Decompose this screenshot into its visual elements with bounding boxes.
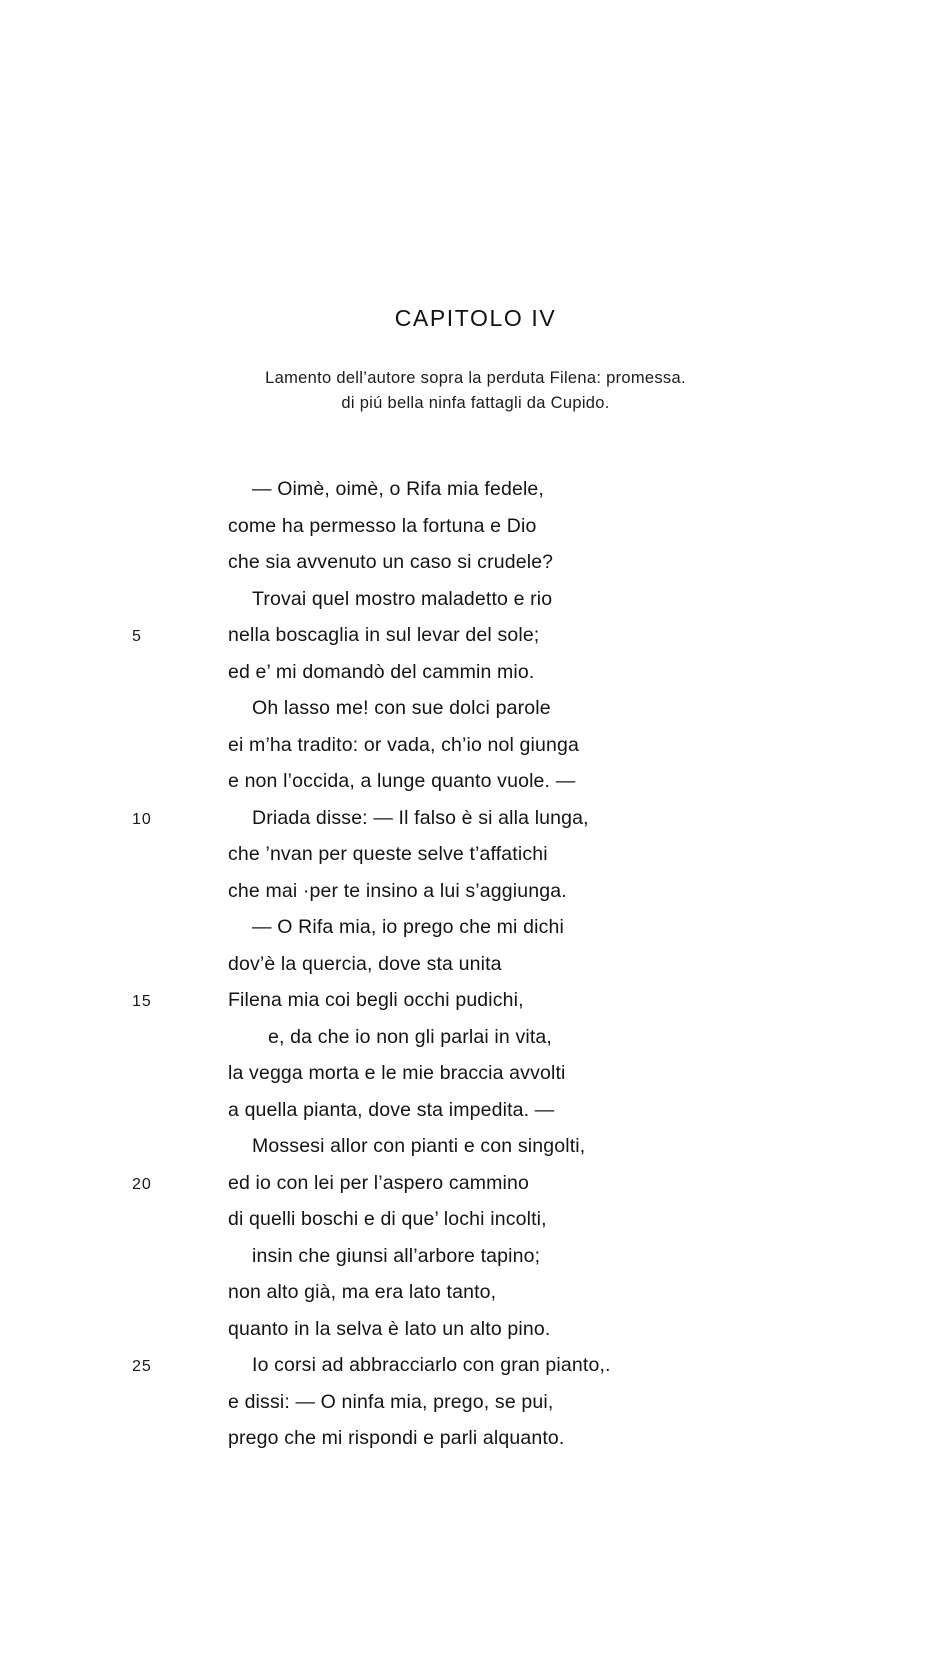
- verse-text: ei m’ha tradito: or vada, ch’io nol giunga: [228, 733, 580, 756]
- verse-text: Io corsi ad abbracciarlo con gran pianto,.: [252, 1354, 611, 1376]
- verse-row: [0, 1354, 951, 1391]
- verse-row: [0, 989, 951, 1026]
- verse-row: [0, 880, 951, 917]
- verse-text: — Oimè, oimè, o Rifa mia fedele,: [252, 478, 544, 500]
- argument-line-2: di piú bella ninfa fattagli da Cupido.: [341, 394, 610, 412]
- verse-row: [0, 1318, 951, 1355]
- verse-text: a quella pianta, dove sta impedita. —: [228, 1098, 555, 1121]
- verse-row: [0, 734, 951, 771]
- verse-row: [0, 661, 951, 698]
- verse-row: [0, 843, 951, 880]
- verse-row: [0, 624, 951, 661]
- verse-row: [0, 1062, 951, 1099]
- verse-text: Oh lasso me! con sue dolci parole: [252, 697, 551, 719]
- verse-line-number: 15: [132, 993, 152, 1010]
- argument-line-1: Lamento dell’autore sopra la perduta Filena: promessa.: [265, 369, 686, 387]
- verse-row: [0, 1135, 951, 1172]
- verse-row: [0, 588, 951, 625]
- verse-row: [0, 697, 951, 734]
- verse-text: non alto già, ma era lato tanto,: [228, 1281, 497, 1303]
- verse-row: [0, 953, 951, 990]
- verse-text: prego che mi rispondi e parli alquanto.: [228, 1427, 565, 1449]
- verse-line-number: 25: [132, 1358, 152, 1375]
- verse-text: quanto in la selva è lato un alto pino.: [228, 1317, 551, 1340]
- verse-row: [0, 478, 951, 515]
- verse-row: [0, 1391, 951, 1428]
- verse-text: insin che giunsi all’arbore tapino;: [252, 1244, 541, 1267]
- chapter-argument: [0, 366, 951, 416]
- verse-line-number: 10: [132, 810, 152, 828]
- verse-row: [0, 1099, 951, 1136]
- verse-row: [0, 1427, 951, 1464]
- verse-row: [0, 515, 951, 552]
- verse-text: ed io con lei per l’aspero cammino: [228, 1171, 529, 1194]
- verse-row: [0, 1245, 951, 1282]
- verse-text: e, da che io non gli parlai in vita,: [268, 1025, 552, 1048]
- verse-line-number: 5: [132, 628, 142, 645]
- verse-text: e non l’occida, a lunge quanto vuole. —: [228, 770, 576, 792]
- verse-text: di quelli boschi e di que’ lochi incolti,: [228, 1208, 547, 1230]
- verse-text: Mossesi allor con pianti e con singolti,: [252, 1135, 586, 1157]
- verse-row: [0, 1026, 951, 1063]
- verse-text: Filena mia coi begli occhi pudichi,: [228, 989, 524, 1011]
- verse-text: ed e’ mi domandò del cammin mio.: [228, 660, 535, 683]
- verse-row: [0, 1208, 951, 1245]
- verse-row: [0, 807, 951, 844]
- verse-text: — O Rifa mia, io prego che mi dichi: [252, 916, 564, 938]
- verse-line-number: 20: [132, 1175, 152, 1193]
- verse-text: come ha permesso la fortuna e Dio: [228, 514, 537, 537]
- verse-row: [0, 1281, 951, 1318]
- verse-text: Driada disse: — Il falso è si alla lunga,: [252, 806, 589, 829]
- verse-text: la vegga morta e le mie braccia avvolti: [228, 1062, 566, 1084]
- verse-text: nella boscaglia in sul levar del sole;: [228, 624, 540, 646]
- verse-text: che sia avvenuto un caso si crudele?: [228, 551, 554, 573]
- verse-row: [0, 770, 951, 807]
- poem-body: [0, 478, 951, 1464]
- verse-text: e dissi: — O ninfa mia, prego, se pui,: [228, 1390, 554, 1413]
- page-title: CAPITOLO IV: [394, 305, 557, 331]
- verse-row: [0, 916, 951, 953]
- verse-text: che ’nvan per queste selve t’affatichi: [228, 843, 548, 865]
- verse-row: [0, 1172, 951, 1209]
- verse-text: che mai ·per te insino a lui s’aggiunga.: [228, 879, 567, 902]
- verse-row: [0, 551, 951, 588]
- verse-text: dov’è la quercia, dove sta unita: [228, 952, 502, 975]
- verse-text: Trovai quel mostro maladetto e rio: [252, 587, 553, 610]
